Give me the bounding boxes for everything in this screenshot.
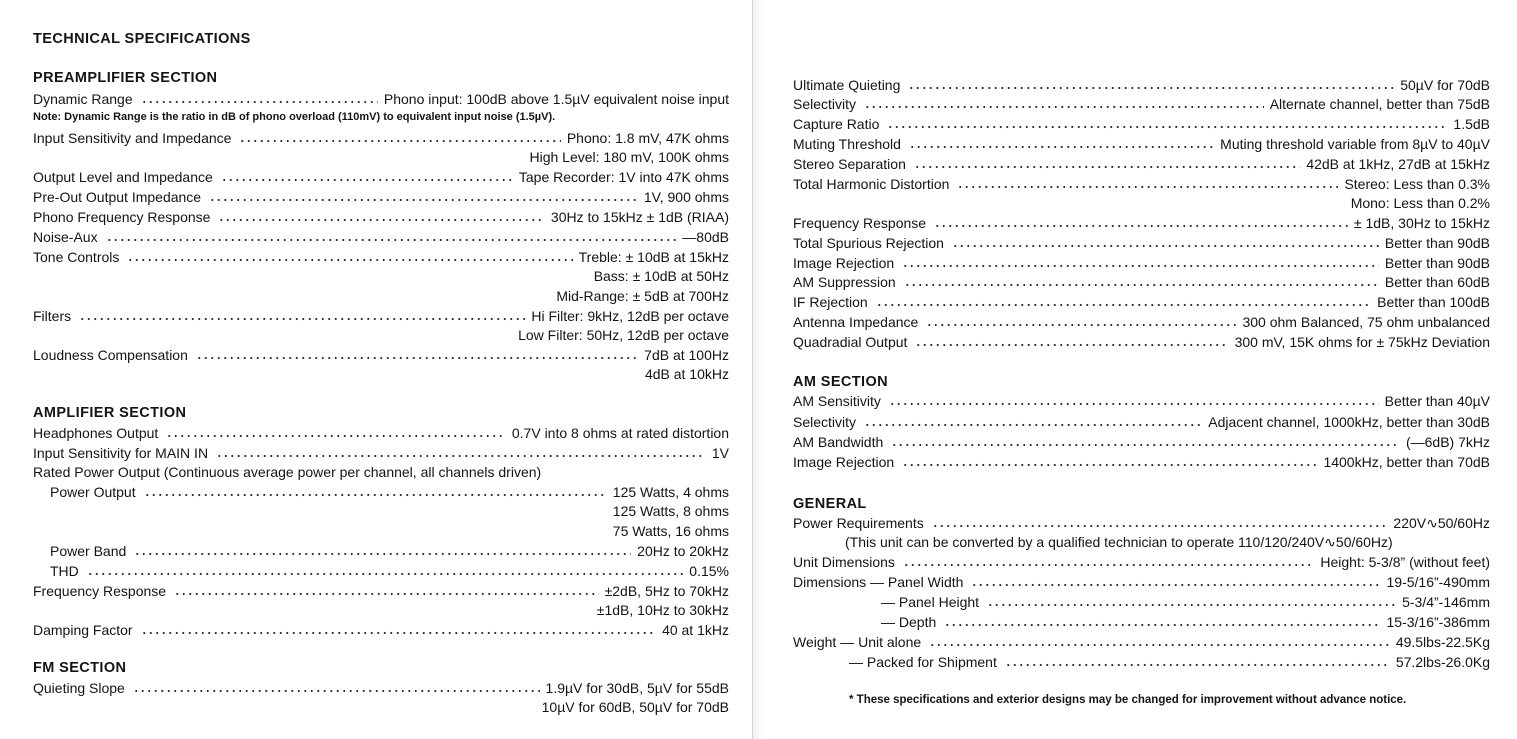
conversion-note: (This unit can be converted by a qualified technician to operate 110/120/240V∿50/60Hz) (845, 534, 1393, 550)
dot-leader (944, 618, 1380, 628)
spec-value: (—6dB) 7kHz (1405, 434, 1490, 450)
spec-value: 220V∿50/60Hz (1393, 515, 1490, 531)
dot-leader (971, 578, 1380, 588)
spec-value: 1V (711, 445, 729, 461)
spec-label: Weight — Unit alone (793, 634, 922, 650)
rated-power-heading: Rated Power Output (Continuous average power per channel, all channels driven) (33, 464, 542, 480)
spec-label: Stereo Separation (793, 156, 906, 172)
spec-row-power-requirements (793, 512, 1490, 532)
dot-leader (929, 638, 1390, 648)
spec-row-am-selectivity (793, 411, 1490, 431)
spec-label: Muting Threshold (793, 136, 901, 152)
spec-row-weight-unit (793, 631, 1490, 651)
spec-value: Adjacent channel, 1000kHz, better than 30dB (1208, 414, 1490, 430)
spec-row-tone-controls (33, 246, 729, 266)
spec-label: AM Sensitivity (793, 393, 881, 409)
spec-label: Input Sensitivity for MAIN IN (33, 445, 209, 461)
spec-row-antenna-impedance (793, 311, 1490, 331)
dot-leader (141, 626, 656, 636)
spec-value: 1.5dB (1453, 116, 1490, 132)
page-gutter (752, 0, 763, 739)
spec-value-continued: 75 Watts, 16 ohms (612, 523, 729, 539)
spec-row-input-sensitivity (33, 127, 729, 147)
spec-value: 40 at 1kHz (662, 622, 729, 638)
spec-value: Better than 90dB (1384, 235, 1490, 251)
spec-label: Filters (33, 308, 72, 324)
spec-value: Treble: ± 10dB at 15kHz (578, 249, 729, 265)
dot-leader (87, 567, 684, 577)
dot-leader (915, 338, 1228, 348)
spec-row-depth (881, 611, 1490, 631)
spec-row-fm-frequency-response (793, 212, 1490, 232)
dot-leader (141, 95, 378, 105)
spec-label: Ultimate Quieting (793, 77, 901, 93)
dynamic-range-note: Note: Dynamic Range is the ratio in dB of phono overload (110mV) to equivalent input noise (1.5µV). (33, 111, 556, 123)
spec-value: Stereo: Less than 0.3% (1344, 176, 1490, 192)
spec-label: — Packed for Shipment (849, 654, 997, 670)
spec-value: Hi Filter: 9kHz, 12dB per octave (531, 308, 729, 324)
spec-label: Noise-Aux (33, 229, 98, 245)
spec-row-spurious-rejection (793, 232, 1490, 252)
spec-label: Frequency Response (33, 583, 167, 599)
dot-leader (1005, 658, 1390, 668)
spec-row-noise-aux (33, 226, 729, 246)
spec-row-thd (50, 560, 729, 580)
spec-value: 300 ohm Balanced, 75 ohm unbalanced (1242, 314, 1490, 330)
dot-leader (902, 458, 1317, 468)
spec-value-continued: 10µV for 60dB, 50µV for 70dB (541, 699, 729, 715)
spec-label: THD (50, 563, 79, 579)
spec-label: Antenna Impedance (793, 314, 919, 330)
spec-label: Output Level and Impedance (33, 169, 213, 185)
spec-value-continued: 125 Watts, 8 ohms (612, 503, 729, 519)
spec-label: Unit Dimensions (793, 554, 895, 570)
dot-leader (133, 684, 540, 694)
spec-row-quadradial-output (793, 331, 1490, 351)
general-heading: GENERAL (793, 496, 867, 512)
am-heading: AM SECTION (793, 374, 889, 390)
spec-value-continued: Bass: ± 10dB at 50Hz (593, 268, 729, 284)
spec-row-if-rejection (793, 291, 1490, 311)
spec-value: 125 Watts, 4 ohms (612, 484, 729, 500)
spec-value: Better than 40µV (1384, 393, 1490, 409)
spec-label: Dynamic Range (33, 91, 133, 107)
dot-leader (216, 449, 706, 459)
spec-label: Image Rejection (793, 255, 895, 271)
spec-value: 0.15% (689, 563, 729, 579)
spec-value: Tape Recorder: 1V into 47K ohms (518, 169, 729, 185)
spec-label: Input Sensitivity and Impedance (33, 130, 232, 146)
spec-value: 5-3/4”-146mm (1402, 594, 1490, 610)
dot-leader (209, 193, 638, 203)
dot-leader (902, 259, 1379, 269)
spec-value: 7dB at 100Hz (644, 347, 729, 363)
spec-row-filters (33, 305, 729, 325)
spec-row-pre-out (33, 186, 729, 206)
dot-leader (904, 278, 1379, 288)
dot-leader (127, 253, 572, 263)
spec-label: Power Output (50, 484, 136, 500)
spec-row-muting-threshold (793, 133, 1490, 153)
spec-value: 19-5/16”-490mm (1386, 574, 1490, 590)
dot-leader (932, 519, 1388, 529)
dot-leader (957, 180, 1338, 190)
spec-row-image-rejection (793, 252, 1490, 272)
dot-leader (174, 587, 599, 597)
spec-label: Quieting Slope (33, 680, 125, 696)
fm-heading: FM SECTION (33, 660, 127, 676)
dot-leader (876, 298, 1371, 308)
spec-row-damping (33, 619, 729, 639)
dot-leader (909, 140, 1214, 150)
spec-label: Quadradial Output (793, 334, 908, 350)
spec-label: Headphones Output (33, 425, 159, 441)
spec-row-panel-height (881, 591, 1490, 611)
dot-leader (987, 598, 1396, 608)
spec-row-main-in (33, 442, 729, 462)
spec-value-continued: ±1dB, 10Hz to 30kHz (596, 602, 729, 618)
amplifier-heading: AMPLIFIER SECTION (33, 405, 187, 421)
spec-value: ±2dB, 5Hz to 70kHz (604, 583, 729, 599)
spec-label: Pre-Out Output Impedance (33, 189, 202, 205)
spec-value: Phono: 1.8 mV, 47K ohms (566, 130, 729, 146)
spec-value: 57.2lbs-26.0Kg (1395, 654, 1490, 670)
spec-value: Better than 100dB (1377, 294, 1490, 310)
spec-value-continued: Mid-Range: ± 5dB at 700Hz (556, 288, 729, 304)
spec-row-am-sensitivity (793, 390, 1490, 410)
spec-row-unit-dimensions (793, 551, 1490, 571)
spec-row-dynamic-range (33, 88, 729, 108)
dot-leader (952, 239, 1379, 249)
dot-leader (166, 429, 506, 439)
spec-value: Alternate channel, better than 75dB (1269, 96, 1490, 112)
spec-row-am-image-rejection (793, 451, 1490, 471)
preamplifier-heading: PREAMPLIFIER SECTION (33, 70, 218, 86)
spec-label: Selectivity (793, 96, 857, 112)
spec-value: ± 1dB, 30Hz to 15kHz (1353, 215, 1490, 231)
spec-label: Image Rejection (793, 454, 895, 470)
spec-value-continued: 4dB at 10kHz (644, 366, 729, 382)
spec-label: IF Rejection (793, 294, 868, 310)
spec-value-continued: Low Filter: 50Hz, 12dB per octave (518, 327, 729, 343)
spec-value: 0.7V into 8 ohms at rated distortion (511, 425, 729, 441)
dot-leader (864, 100, 1264, 110)
spec-value: 300 mV, 15K ohms for ± 75kHz Deviation (1234, 334, 1490, 350)
dot-leader (144, 488, 607, 498)
dot-leader (106, 233, 677, 243)
spec-value: 15-3/16”-386mm (1386, 614, 1490, 630)
dot-leader (908, 81, 1394, 91)
spec-label: Frequency Response (793, 215, 927, 231)
spec-row-selectivity (793, 93, 1490, 113)
spec-label: — Panel Height (881, 594, 980, 610)
spec-row-power-band (50, 540, 729, 560)
spec-value: —80dB (682, 229, 729, 245)
dot-leader (934, 219, 1348, 229)
spec-value: 1V, 900 ohms (643, 189, 729, 205)
spec-label: Damping Factor (33, 622, 133, 638)
spec-row-capture-ratio (793, 113, 1490, 133)
footnote: * These specifications and exterior designs may be changed for improvement without advance notice. (849, 694, 1407, 706)
spec-value: Muting threshold variable from 8µV to 40µV (1220, 136, 1490, 152)
spec-value: 49.5lbs-22.5Kg (1395, 634, 1490, 650)
spec-value: Height: 5-3/8” (without feet) (1320, 554, 1490, 570)
spec-label: AM Bandwidth (793, 434, 884, 450)
spec-row-quieting-slope (33, 677, 729, 697)
spec-value-continued: Mono: Less than 0.2% (1350, 195, 1490, 211)
dot-leader (79, 312, 525, 322)
dot-leader (196, 351, 638, 361)
dot-leader (239, 134, 560, 144)
spec-label: Total Spurious Rejection (793, 235, 944, 251)
spec-row-total-harmonic-distortion (793, 173, 1490, 193)
spec-value: 1400kHz, better than 70dB (1323, 454, 1490, 470)
spec-label: Power Requirements (793, 515, 924, 531)
document-title: TECHNICAL SPECIFICATIONS (33, 31, 251, 47)
spec-row-phono-frequency (33, 206, 729, 226)
spec-row-loudness (33, 344, 729, 364)
spec-value: Better than 60dB (1384, 274, 1490, 290)
spec-value: 42dB at 1kHz, 27dB at 15kHz (1306, 156, 1490, 172)
spec-value-continued: High Level: 180 mV, 100K ohms (529, 149, 729, 165)
spec-row-weight-packed (849, 651, 1490, 671)
spec-row-ultimate-quieting (793, 74, 1490, 94)
spec-row-power-output (50, 481, 729, 501)
spec-label: Total Harmonic Distortion (793, 176, 950, 192)
spec-value: 1.9µV for 30dB, 5µV for 55dB (545, 680, 729, 696)
dot-leader (926, 318, 1236, 328)
spec-value: 20Hz to 20kHz (637, 543, 729, 559)
spec-row-frequency-response (33, 580, 729, 600)
spec-value: 30Hz to 15kHz ± 1dB (RIAA) (550, 209, 729, 225)
spec-label: Power Band (50, 543, 127, 559)
spec-label: Loudness Compensation (33, 347, 188, 363)
dot-leader (221, 173, 513, 183)
dot-leader (891, 438, 1400, 448)
spec-row-output-level (33, 166, 729, 186)
dot-leader (218, 213, 544, 223)
dot-leader (887, 120, 1447, 130)
spec-row-headphones (33, 422, 729, 442)
dot-leader (914, 160, 1300, 170)
spec-row-am-suppression (793, 271, 1490, 291)
spec-label: Phono Frequency Response (33, 209, 211, 225)
dot-leader (903, 558, 1314, 568)
spec-label: Selectivity (793, 414, 857, 430)
spec-label: Dimensions — Panel Width (793, 574, 964, 590)
spec-value: 50µV for 70dB (1400, 77, 1490, 93)
spec-label: Tone Controls (33, 249, 120, 265)
dot-leader (134, 547, 631, 557)
spec-row-stereo-separation (793, 153, 1490, 173)
spec-row-am-bandwidth (793, 431, 1490, 451)
spec-row-panel-width (793, 571, 1490, 591)
spec-label: AM Suppression (793, 274, 896, 290)
dot-leader (889, 397, 1379, 407)
spec-label: — Depth (881, 614, 937, 630)
spec-value: Phono input: 100dB above 1.5µV equivalent noise input (383, 91, 729, 107)
spec-label: Capture Ratio (793, 116, 880, 132)
spec-value: Better than 90dB (1384, 255, 1490, 271)
dot-leader (864, 418, 1202, 428)
